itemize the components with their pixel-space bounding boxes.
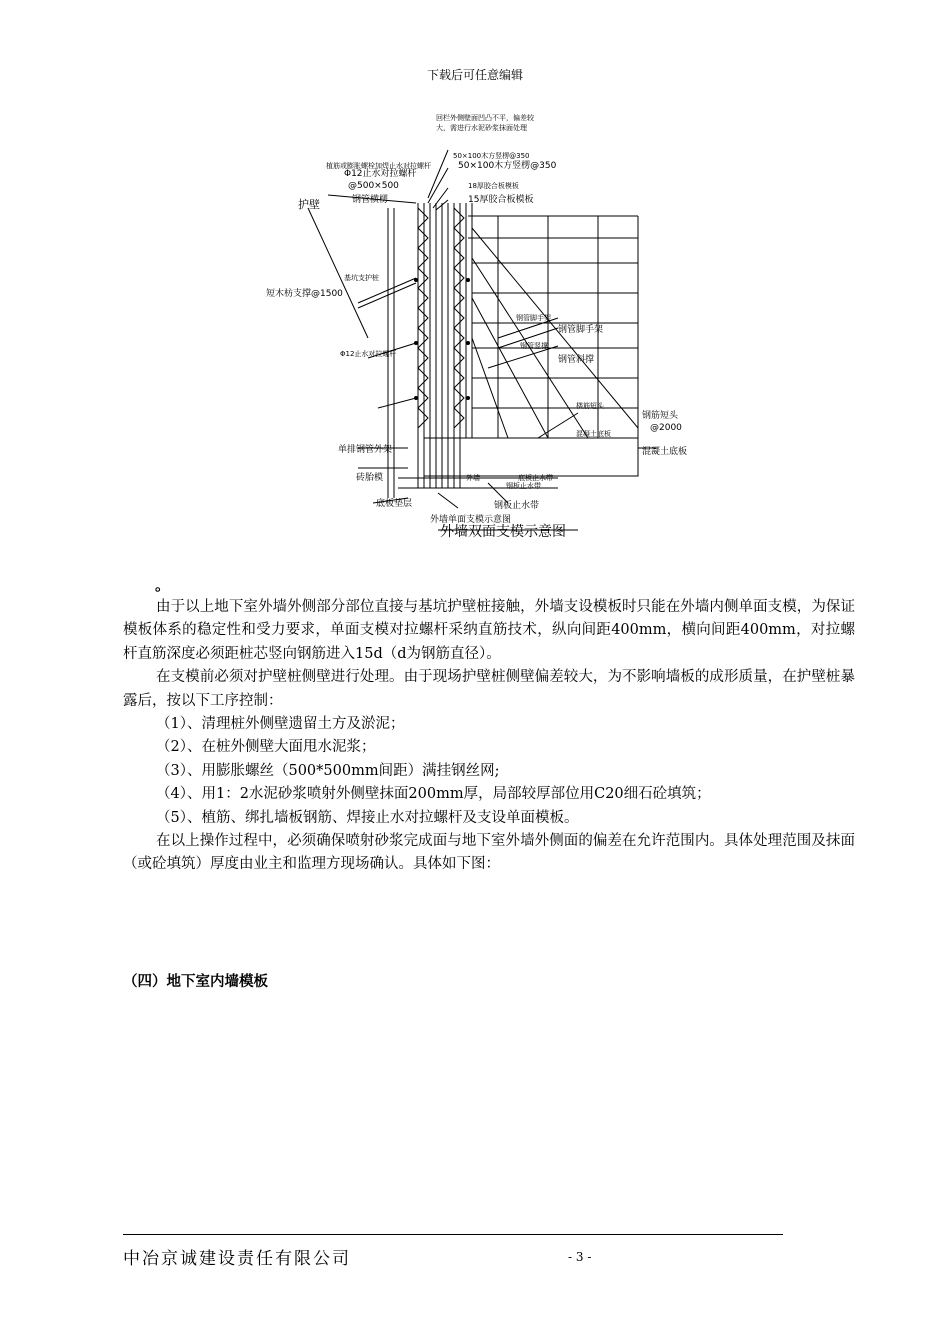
fig-label-base-support: 基坑支护桩 [344,274,379,282]
step-item: （2）、在桩外侧壁大面甩水泥浆； [156,739,376,756]
fig-label-brick-mold: 砖胎模 [356,473,384,483]
fig-label-concrete-small: 混凝土底板 [576,430,611,438]
fig-label-tie-rod: Φ12止水对拉螺杆 [344,169,417,179]
stray-dot: 。 [155,576,171,594]
section-title: （四）地下室内墙模板 [123,974,268,990]
formwork-diagram-svg [258,108,698,548]
body-text [123,596,855,877]
fig-label-floor-waterstop: 底板止水带 [518,474,553,482]
step-item: （5）、植筋、绑扎墙板钢筋、焊接止水对拉螺杆及支设单面模板。 [156,809,579,826]
fig-label-ext-wall: 外墙 [466,474,480,482]
fig-label-steel-pipe: 钢管横楞 [352,195,389,205]
paragraph-1: 由于以上地下室外墙外侧部分部位直接与基坑护壁桩接触，外墙支设模板时只能在外墙内侧单面支模，为保证模板体系的稳定性和受力要求，单面支模对拉螺杆采纳直筋技术，纵向间距400mm，横向间距400mm，对拉螺杆直筋深度必须距桩芯竖向钢筋进入15d（d为钢筋直径）。 [123,599,855,662]
fig-label-steel-waterstop: 钢板止水带 [494,501,540,511]
page-number: - 3 - [568,1250,592,1264]
fig-label-diagonal: 钢管斜撑 [558,355,595,365]
fig-label-vertical: 钢管竖撑 [520,342,548,350]
fig-label-tie-rod2: Φ12止水对拉螺杆 [340,350,397,358]
paragraph-3: 在以上操作过程中，必须确保喷射砂浆完成面与地下室外墙外侧面的偏差在允许范围内。具体处理范围及抹面（或砼填筑）厚度由业主和监理方现场确认。具体如下图： [123,833,855,873]
fig-label-plywood-small: 18厚胶合板模板 [468,182,519,190]
step-item: （1）、清理桩外侧壁遗留土方及淤泥； [156,716,405,733]
fig-label-single-side: 外墙单面支模示意图 [430,515,512,525]
fig-label-rebar-note: 楼筋短头 [576,402,604,410]
fig-label-cushion: 底板垫层 [376,499,413,509]
fig-label-waterstop-small: 钢板止水带 [506,482,541,490]
fig-label-single-row: 单排钢管外架 [338,445,393,455]
fig-label-wall-guard: 护壁 [298,198,320,211]
fig-label-tie-spacing: @500×500 [348,181,399,191]
fig-label-note1b: 大，需进行水泥砂浆抹面处理 [436,124,527,132]
footer-company: 中冶京诚建设责任有限公司 [123,1249,351,1269]
fig-label-rebar-spacing: @2000 [650,423,682,433]
fig-label-short-wood: 短木枋支撑@1500 [266,289,343,299]
step-item: （3）、用膨胀螺丝（500*500mm间距）满挂钢丝网; [156,762,500,779]
fig-label-rebar-short: 钢筋短头 [642,411,679,421]
fig-label-batten-small: 50×100木方竖楞@350 [453,152,530,160]
footer-divider [123,1234,783,1235]
fig-label-note1a: 回栏外侧壁面凹凸不平，偏差较 [436,114,534,122]
figure-caption: 外墙双面支模示意图 [440,524,566,540]
step-item: （4）、用1：2水泥砂浆喷射外侧壁抹面200mm厚，局部较厚部位用C20细石砼填筑； [156,786,711,803]
paragraph-2: 在支模前必须对护壁桩侧壁进行处理。由于现场护壁桩侧壁偏差较大，为不影响墙板的成形质量，在护壁桩暴露后，按以下工序控制： [123,669,855,709]
fig-label-tie-note: 植筋或膨胀螺栓加焊止水对拉螺杆 [326,162,431,170]
fig-label-scaffold: 钢管脚手架 [558,325,604,335]
fig-label-batten: 50×100木方竖楞@350 [458,161,557,171]
header-note: 下载后可任意编辑 [426,68,523,82]
fig-label-concrete: 混凝土底板 [642,447,688,457]
fig-label-plywood: 15厚胶合板模板 [468,195,534,205]
formwork-diagram [258,108,698,548]
fig-label-scaffold-note: 钢管脚手架 [516,314,551,322]
